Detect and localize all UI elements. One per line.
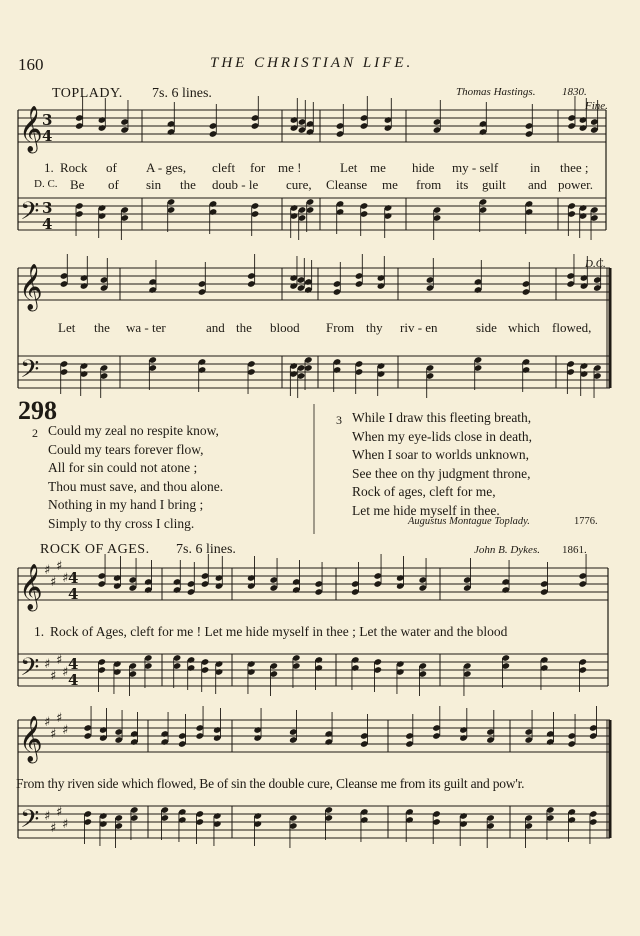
hymn-author-year: 1776. — [574, 516, 598, 527]
sharp-icon: ♯ — [50, 669, 57, 684]
sharp-icon: ♯ — [56, 559, 63, 574]
time-sig-bottom: 4 — [68, 585, 79, 603]
lyric-word: its — [456, 177, 469, 192]
lyric-word: and — [528, 177, 547, 192]
treble-clef-icon: 𝄞 — [19, 716, 43, 762]
lyric-word: sin — [146, 177, 162, 192]
lyric-word: hide — [412, 160, 435, 175]
lyric-word: cure, — [286, 177, 312, 192]
sharp-icon: ♯ — [50, 727, 57, 742]
sharp-icon: ♯ — [50, 575, 57, 590]
dc-mark: D.C. — [585, 258, 606, 270]
stanza3-line: Rock of ages, cleft for me, — [352, 484, 496, 499]
stanza3-line: When my eye-lids close in death, — [352, 428, 532, 444]
lyric-word: me ! — [278, 160, 302, 175]
stanza3-line: While I draw this fleeting breath, — [352, 410, 532, 425]
lyric-word: and — [206, 320, 225, 335]
lyric-word: thy — [366, 320, 383, 335]
treble-clef-icon: 𝄞 — [19, 564, 43, 610]
lyric-word: guilt — [482, 177, 506, 192]
lyric-word: my - self — [452, 160, 499, 175]
tune1-name: TOPLADY. — [52, 86, 123, 101]
page-number: 160 — [18, 55, 44, 74]
stanza2-line: Could my zeal no respite know, — [48, 423, 219, 438]
lyric-word: me — [382, 177, 398, 192]
tune1-year: 1830. — [562, 86, 587, 98]
bass-clef-icon: 𝄢 — [20, 805, 40, 840]
tune2-composer: John B. Dykes. — [474, 544, 540, 556]
hymn-number: 298 — [18, 396, 57, 425]
lyric-word: me — [370, 160, 386, 175]
time-sig-bottom: 4 — [42, 127, 53, 145]
lyric-word: blood — [270, 320, 300, 335]
treble-clef-icon: 𝄞 — [19, 106, 43, 152]
lyric-word: of — [106, 160, 117, 175]
lyric-word: wa - ter — [126, 320, 166, 335]
sharp-icon: ♯ — [56, 805, 63, 820]
stanza2-number: 2 — [32, 426, 38, 440]
sharp-icon: ♯ — [56, 711, 63, 726]
stanza2-line: All for sin could not atone ; — [48, 460, 198, 475]
tune1-composer: Thomas Hastings. — [456, 86, 536, 98]
sharp-icon: ♯ — [44, 715, 51, 730]
lyric-word: in — [530, 160, 541, 175]
tune2-line2: From thy riven side which flowed, Be of sin the double cure, Cleanse me from its guilt and pow'r. — [16, 776, 525, 791]
lyric-word: thee ; — [560, 160, 589, 175]
stanza3-line: See thee on thy judgment throne, — [352, 465, 531, 481]
time-sig-bottom: 4 — [68, 671, 79, 689]
lyric-word: A - ges, — [146, 160, 187, 175]
tune2-name: ROCK OF AGES. — [40, 542, 150, 557]
bass-clef-icon: 𝄢 — [20, 653, 40, 688]
lyric-word: which — [508, 320, 540, 335]
time-sig-top: 4 — [68, 655, 79, 673]
bass-clef-icon: 𝄢 — [20, 355, 40, 390]
stanza2-line: Simply to thy cross I cling. — [48, 515, 195, 531]
lyric-word: Be — [70, 177, 85, 192]
tune1-meter: 7s. 6 lines. — [152, 86, 212, 101]
lyric-word: side — [476, 320, 497, 335]
lyric-word: Cleanse — [326, 177, 368, 192]
stanza3-line: When I soar to worlds unknown, — [352, 447, 529, 462]
stanza2-line: Thou must save, and thou alone. — [48, 478, 224, 494]
tune2-line1-num: 1. — [34, 624, 45, 639]
stanza3-number: 3 — [336, 413, 342, 427]
lyric-word: riv - en — [400, 320, 438, 335]
lyric-word: doub - le — [212, 177, 259, 192]
time-sig-top: 4 — [68, 569, 79, 587]
lyric-word: the — [236, 320, 252, 335]
lyric-word: the — [94, 320, 110, 335]
hymn-author: Augustus Montague Toplady. — [408, 516, 530, 527]
stanza3-line: Let me hide myself in thee. — [352, 502, 500, 518]
tune2-year: 1861. — [562, 544, 587, 556]
lyric-word: Let — [340, 160, 358, 175]
running-head: THE CHRISTIAN LIFE. — [210, 55, 414, 71]
sharp-icon: ♯ — [62, 817, 69, 832]
lyric-word: Rock — [60, 160, 88, 175]
sharp-icon: ♯ — [62, 571, 69, 586]
lyric-word: from — [416, 177, 442, 192]
treble-clef-icon: 𝄞 — [19, 264, 43, 310]
sharp-icon: ♯ — [44, 657, 51, 672]
lyric-word: cleft — [212, 160, 236, 175]
lyric-word: flowed, — [552, 320, 592, 335]
tune2-line1: Rock of Ages, cleft for me ! Let me hide myself in thee ; Let the water and the blood — [50, 624, 508, 639]
sharp-icon: ♯ — [56, 653, 63, 668]
lyric-word: of — [108, 177, 119, 192]
sharp-icon: ♯ — [62, 665, 69, 680]
sharp-icon: ♯ — [62, 723, 69, 738]
time-sig-top: 3 — [42, 199, 53, 217]
stanza2-line: Could my tears forever flow, — [48, 441, 204, 457]
tune1-line2-num: D. C. — [34, 178, 58, 190]
bass-clef-icon: 𝄢 — [20, 197, 40, 232]
fine-mark: Fine. — [585, 100, 608, 112]
sharp-icon: ♯ — [44, 563, 51, 578]
sharp-icon: ♯ — [44, 809, 51, 824]
tune2-meter: 7s. 6 lines. — [176, 542, 236, 557]
lyric-word: for — [250, 160, 266, 175]
tune1-line1-num: 1. — [44, 160, 54, 175]
time-sig-top: 3 — [42, 111, 53, 129]
lyric-word: power. — [558, 177, 594, 192]
lyric-word: Let — [58, 320, 76, 335]
lyric-word: From — [326, 320, 355, 335]
lyric-word: the — [180, 177, 196, 192]
sharp-icon: ♯ — [50, 821, 57, 836]
time-sig-bottom: 4 — [42, 215, 53, 233]
stanza2-line: Nothing in my hand I bring ; — [48, 497, 204, 512]
